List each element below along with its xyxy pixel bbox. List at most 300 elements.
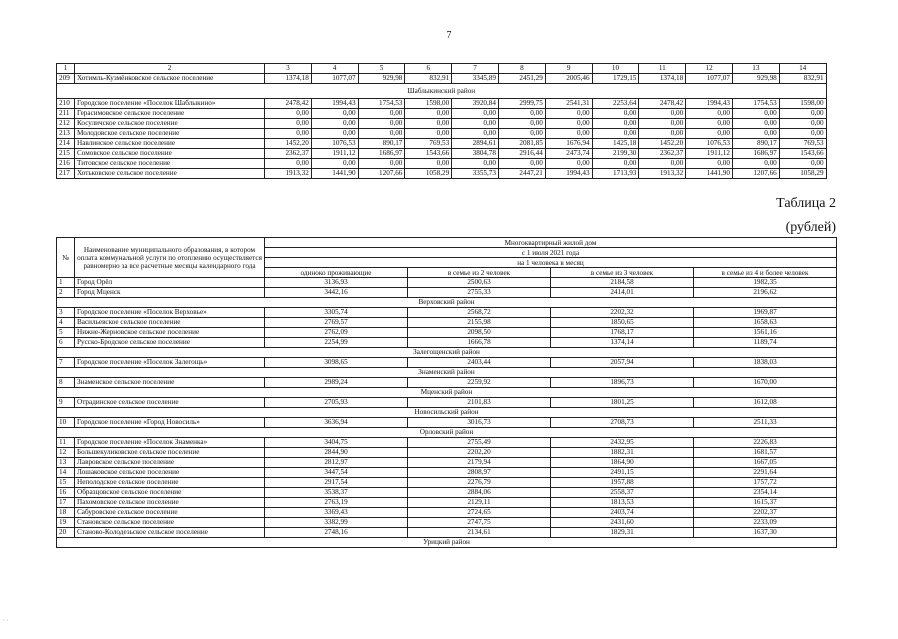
row-name: Городское поселение «Поселок Верховье» [75, 308, 265, 318]
row-value: 1666,78 [408, 338, 551, 348]
row-name: Станово-Колодезьское сельское поселение [75, 528, 265, 538]
row-value: 3804,78 [452, 149, 499, 159]
row-name: Образцовское сельское поселение [75, 488, 265, 498]
row-value: 3442,16 [265, 288, 408, 298]
table-row [57, 488, 837, 498]
row-name: Сабуровское сельское поселение [75, 508, 265, 518]
row-number: 209 [57, 74, 75, 84]
row-value: 832,91 [405, 74, 452, 84]
district-row [57, 368, 837, 378]
row-name: Городское поселение «Город Новосиль» [75, 418, 265, 428]
row-value: 0,00 [405, 119, 452, 129]
row-value: 0,00 [265, 109, 312, 119]
row-value: 0,00 [498, 159, 545, 169]
page-number: 7 [446, 30, 452, 41]
district-name: Новосильский район [57, 408, 837, 418]
row-number: 5 [57, 328, 75, 338]
row-number: 213 [57, 129, 75, 139]
table-row [57, 109, 827, 119]
row-name: Герасимовское сельское поселение [75, 109, 265, 119]
row-value: 1801,25 [551, 398, 694, 408]
column-header-basis: на 1 человека в месяц [265, 258, 837, 268]
row-name: Городское поселение «Поселок Шаблыкино» [75, 99, 265, 109]
row-value: 2254,99 [265, 338, 408, 348]
table-row [57, 328, 837, 338]
row-value: 1757,72 [694, 478, 837, 488]
column-number: 10 [592, 64, 639, 74]
row-value: 0,00 [779, 109, 826, 119]
row-value: 890,17 [358, 139, 405, 149]
row-value: 0,00 [265, 159, 312, 169]
district-row [57, 428, 837, 438]
row-name: Молодовское сельское поселение [75, 129, 265, 139]
row-value: 0,00 [686, 109, 733, 119]
row-name: Сомовское сельское поселение [75, 149, 265, 159]
row-name: Пахомовское сельское поселение [75, 498, 265, 508]
row-value: 0,00 [686, 129, 733, 139]
row-value: 3098,65 [265, 358, 408, 368]
row-value: 0,00 [358, 119, 405, 129]
row-value: 929,98 [732, 74, 779, 84]
row-value: 2057,94 [551, 358, 694, 368]
row-name: Город Мценск [75, 288, 265, 298]
column-header-building: Многоквартирный жилой дом [265, 238, 837, 248]
district-name: Мценский район [57, 388, 837, 398]
table-row [57, 448, 837, 458]
row-value: 769,53 [779, 139, 826, 149]
row-value: 1077,07 [686, 74, 733, 84]
row-name: Васильевское сельское поселение [75, 318, 265, 328]
row-value: 1754,53 [358, 99, 405, 109]
row-value: 1896,73 [551, 378, 694, 388]
district-name: Шаблыкинский район [57, 84, 827, 99]
row-value: 0,00 [358, 159, 405, 169]
row-number: 6 [57, 338, 75, 348]
row-value: 1452,20 [639, 139, 686, 149]
row-value: 1207,66 [358, 169, 405, 179]
table-row [57, 378, 837, 388]
row-value: 1543,66 [779, 149, 826, 159]
row-value: 1994,43 [311, 99, 358, 109]
row-value: 1882,31 [551, 448, 694, 458]
row-name: Городское поселение «Поселок Знаменка» [75, 438, 265, 448]
row-value: 1667,05 [694, 458, 837, 468]
row-number: 210 [57, 99, 75, 109]
row-value: 1058,29 [405, 169, 452, 179]
row-number: 3 [57, 308, 75, 318]
row-name: Хотьковское сельское поселение [75, 169, 265, 179]
column-header-period: с 1 июля 2021 года [265, 248, 837, 258]
row-number: 14 [57, 468, 75, 478]
row-value: 2129,11 [408, 498, 551, 508]
row-value: 2451,29 [498, 74, 545, 84]
row-name: Навлинское сельское поселение [75, 139, 265, 149]
table-row [57, 169, 827, 179]
row-value: 0,00 [311, 159, 358, 169]
row-value: 1850,65 [551, 318, 694, 328]
row-value: 2276,79 [408, 478, 551, 488]
column-header-family-4: в семье из 4 и более человек [694, 268, 837, 278]
row-value: 1543,66 [405, 149, 452, 159]
row-number: 19 [57, 518, 75, 528]
row-value: 3447,54 [265, 468, 408, 478]
row-value: 1911,12 [686, 149, 733, 159]
row-value: 3369,43 [265, 508, 408, 518]
row-value: 0,00 [498, 119, 545, 129]
row-value: 2500,63 [408, 278, 551, 288]
district-name: Урицкий район [57, 538, 837, 548]
row-name: Неполодское сельское поселение [75, 478, 265, 488]
district-name: Залегощенский район [57, 348, 837, 358]
tariff-table-1 [56, 63, 827, 179]
row-number: 212 [57, 119, 75, 129]
row-value: 2844,90 [265, 448, 408, 458]
row-value: 1612,08 [694, 398, 837, 408]
row-value: 1207,66 [732, 169, 779, 179]
row-value: 0,00 [779, 159, 826, 169]
table-row [57, 528, 837, 538]
row-name: Косуличское сельское поселение [75, 119, 265, 129]
row-value: 0,00 [358, 129, 405, 139]
row-value: 2202,20 [408, 448, 551, 458]
row-value: 1754,53 [732, 99, 779, 109]
row-value: 2808,97 [408, 468, 551, 478]
row-value: 3305,74 [265, 308, 408, 318]
row-value: 0,00 [311, 109, 358, 119]
row-value: 0,00 [639, 159, 686, 169]
district-row [57, 84, 827, 99]
column-number: 6 [405, 64, 452, 74]
row-name: Хотимль-Кузмёнковское сельское поселение [75, 74, 265, 84]
row-value: 3636,94 [265, 418, 408, 428]
row-value: 1681,57 [694, 448, 837, 458]
row-value: 0,00 [452, 119, 499, 129]
row-number: 11 [57, 438, 75, 448]
column-number: 11 [639, 64, 686, 74]
column-number: 9 [545, 64, 592, 74]
row-name: Знаменское сельское поселение [75, 378, 265, 388]
row-value: 0,00 [358, 109, 405, 119]
row-value: 1729,15 [592, 74, 639, 84]
row-number: 15 [57, 478, 75, 488]
row-number: 215 [57, 149, 75, 159]
row-value: 0,00 [311, 119, 358, 129]
row-value: 2253,64 [592, 99, 639, 109]
column-number: 8 [498, 64, 545, 74]
table-row [57, 398, 837, 408]
row-number: 7 [57, 358, 75, 368]
row-value: 929,98 [358, 74, 405, 84]
column-number: 4 [311, 64, 358, 74]
row-value: 2491,15 [551, 468, 694, 478]
row-number: 217 [57, 169, 75, 179]
row-value: 1077,07 [311, 74, 358, 84]
column-number: 13 [732, 64, 779, 74]
row-value: 2511,33 [694, 418, 837, 428]
row-value: 2403,44 [408, 358, 551, 368]
row-value: 1598,00 [779, 99, 826, 109]
table-row [57, 318, 837, 328]
row-value: 1969,87 [694, 308, 837, 318]
district-row [57, 298, 837, 308]
row-value: 2226,83 [694, 438, 837, 448]
row-value: 2558,37 [551, 488, 694, 498]
row-value: 0,00 [545, 109, 592, 119]
row-value: 0,00 [452, 159, 499, 169]
row-value: 2447,21 [498, 169, 545, 179]
column-header-single: одиноко проживающие [265, 268, 408, 278]
row-value: 2199,30 [592, 149, 639, 159]
table-row [57, 119, 827, 129]
row-value: 0,00 [265, 129, 312, 139]
row-value: 2098,50 [408, 328, 551, 338]
row-value: 1374,18 [639, 74, 686, 84]
row-name: Нижне-Жерновское сельское поселение [75, 328, 265, 338]
row-value: 2989,24 [265, 378, 408, 388]
row-value: 2755,33 [408, 288, 551, 298]
row-value: 0,00 [498, 129, 545, 139]
row-value: 0,00 [686, 119, 733, 129]
district-name: Знаменский район [57, 368, 837, 378]
row-value: 0,00 [452, 109, 499, 119]
row-value: 0,00 [592, 109, 639, 119]
row-value: 1686,97 [358, 149, 405, 159]
row-value: 0,00 [779, 119, 826, 129]
row-value: 0,00 [545, 129, 592, 139]
table-row [57, 478, 837, 488]
row-value: 1374,18 [265, 74, 312, 84]
row-value: 1637,30 [694, 528, 837, 538]
table-caption: Таблица 2 [776, 196, 836, 211]
row-value: 0,00 [732, 119, 779, 129]
row-value: 1911,12 [311, 149, 358, 159]
tariff-table-2 [56, 237, 837, 548]
row-value: 0,00 [592, 129, 639, 139]
row-value: 2354,14 [694, 488, 837, 498]
row-value: 3355,73 [452, 169, 499, 179]
row-value: 2233,09 [694, 518, 837, 528]
district-name: Орловский район [57, 428, 837, 438]
row-value: 2755,49 [408, 438, 551, 448]
row-value: 1829,31 [551, 528, 694, 538]
row-value: 1713,93 [592, 169, 639, 179]
column-number: 2 [75, 64, 265, 74]
table-row [57, 159, 827, 169]
row-value: 0,00 [405, 129, 452, 139]
row-name: Лошаковское сельское поселение [75, 468, 265, 478]
row-number: 18 [57, 508, 75, 518]
table-row [57, 508, 837, 518]
row-number: 12 [57, 448, 75, 458]
row-value: 0,00 [498, 109, 545, 119]
row-value: 1058,29 [779, 169, 826, 179]
row-number: 17 [57, 498, 75, 508]
row-value: 0,00 [639, 119, 686, 129]
row-value: 1452,20 [265, 139, 312, 149]
district-row [57, 408, 837, 418]
row-value: 2179,94 [408, 458, 551, 468]
row-value: 1686,97 [732, 149, 779, 159]
row-value: 3345,89 [452, 74, 499, 84]
row-value: 0,00 [732, 159, 779, 169]
row-value: 2202,32 [551, 308, 694, 318]
row-value: 0,00 [639, 109, 686, 119]
row-number: 13 [57, 458, 75, 468]
row-number: 10 [57, 418, 75, 428]
row-value: 3382,99 [265, 518, 408, 528]
row-value: 0,00 [639, 129, 686, 139]
row-value: 0,00 [592, 119, 639, 129]
table-row [57, 418, 837, 428]
row-value: 1768,17 [551, 328, 694, 338]
row-name: Русско-Бродское сельское поселение [75, 338, 265, 348]
row-value: 2894,61 [452, 139, 499, 149]
row-value: 0,00 [265, 119, 312, 129]
table-row [57, 468, 837, 478]
district-row [57, 538, 837, 548]
column-header-name: Наименование муниципального образования, в котором оплата коммунальной услуги по отоплению осуществляется равномерно за все расчетные месяцы календарного года [75, 238, 265, 278]
row-value: 1076,53 [311, 139, 358, 149]
row-value: 0,00 [592, 159, 639, 169]
margin-mark: · · [3, 618, 9, 624]
row-value: 1561,16 [694, 328, 837, 338]
row-value: 1676,94 [545, 139, 592, 149]
row-value: 0,00 [732, 129, 779, 139]
column-number: 12 [686, 64, 733, 74]
row-value: 1670,00 [694, 378, 837, 388]
table-row [57, 129, 827, 139]
row-name: Городское поселение «Поселок Залегощь» [75, 358, 265, 368]
row-value: 1189,74 [694, 338, 837, 348]
row-value: 1425,18 [592, 139, 639, 149]
table-row [57, 288, 837, 298]
table-row [57, 149, 827, 159]
row-value: 2812,97 [265, 458, 408, 468]
row-value: 2155,98 [408, 318, 551, 328]
row-value: 2362,37 [639, 149, 686, 159]
row-value: 2196,62 [694, 288, 837, 298]
row-value: 2541,31 [545, 99, 592, 109]
row-value: 2414,01 [551, 288, 694, 298]
table-row [57, 74, 827, 84]
row-number: 16 [57, 488, 75, 498]
column-number: 14 [779, 64, 826, 74]
table-row [57, 358, 837, 368]
district-row [57, 348, 837, 358]
column-header-family-2: в семье из 2 человек [408, 268, 551, 278]
row-value: 2724,65 [408, 508, 551, 518]
row-value: 2762,09 [265, 328, 408, 338]
table-row [57, 139, 827, 149]
row-value: 2432,95 [551, 438, 694, 448]
row-value: 3920,84 [452, 99, 499, 109]
row-name: Город Орёл [75, 278, 265, 288]
district-row [57, 388, 837, 398]
row-value: 3538,37 [265, 488, 408, 498]
column-header-family-3: в семье из 3 человек [551, 268, 694, 278]
row-value: 3016,73 [408, 418, 551, 428]
row-name: Большекуликовское сельское поселение [75, 448, 265, 458]
row-value: 2999,75 [498, 99, 545, 109]
row-value: 1813,53 [551, 498, 694, 508]
row-value: 2101,83 [408, 398, 551, 408]
row-value: 0,00 [311, 129, 358, 139]
table-header-row [57, 64, 827, 74]
row-number: 211 [57, 109, 75, 119]
row-value: 2478,42 [639, 99, 686, 109]
row-value: 1994,43 [686, 99, 733, 109]
row-value: 769,53 [405, 139, 452, 149]
row-value: 2134,61 [408, 528, 551, 538]
row-value: 2291,64 [694, 468, 837, 478]
row-value: 1982,35 [694, 278, 837, 288]
row-value: 0,00 [405, 109, 452, 119]
row-value: 2202,37 [694, 508, 837, 518]
row-value: 1441,90 [686, 169, 733, 179]
row-value: 2748,16 [265, 528, 408, 538]
row-value: 2478,42 [265, 99, 312, 109]
row-value: 1994,43 [545, 169, 592, 179]
row-value: 2184,58 [551, 278, 694, 288]
table-row [57, 518, 837, 528]
row-value: 2005,46 [545, 74, 592, 84]
row-value: 2769,57 [265, 318, 408, 328]
row-number: 2 [57, 288, 75, 298]
row-value: 2431,60 [551, 518, 694, 528]
column-number: 7 [452, 64, 499, 74]
row-value: 1957,88 [551, 478, 694, 488]
row-name: Лавровское сельское поселение [75, 458, 265, 468]
row-value: 1913,32 [265, 169, 312, 179]
table-row [57, 278, 837, 288]
row-value: 2705,93 [265, 398, 408, 408]
row-value: 2763,19 [265, 498, 408, 508]
row-value: 3136,93 [265, 278, 408, 288]
row-number: 9 [57, 398, 75, 408]
row-number: 4 [57, 318, 75, 328]
row-value: 1598,00 [405, 99, 452, 109]
row-value: 2884,06 [408, 488, 551, 498]
row-value: 2568,72 [408, 308, 551, 318]
column-header-number: № [57, 238, 75, 278]
row-name: Отрадинское сельское поселение [75, 398, 265, 408]
row-value: 1658,63 [694, 318, 837, 328]
row-number: 20 [57, 528, 75, 538]
row-value: 0,00 [452, 129, 499, 139]
row-number: 1 [57, 278, 75, 288]
table-row [57, 99, 827, 109]
row-value: 0,00 [545, 159, 592, 169]
row-value: 1441,90 [311, 169, 358, 179]
table-row [57, 458, 837, 468]
row-name: Титовское сельское поселение [75, 159, 265, 169]
row-value: 2403,74 [551, 508, 694, 518]
table-row [57, 308, 837, 318]
row-value: 1615,37 [694, 498, 837, 508]
row-value: 832,91 [779, 74, 826, 84]
district-name: Верховский район [57, 298, 837, 308]
row-value: 0,00 [779, 129, 826, 139]
row-number: 216 [57, 159, 75, 169]
column-number: 5 [358, 64, 405, 74]
column-number: 3 [265, 64, 312, 74]
row-value: 2259,92 [408, 378, 551, 388]
row-value: 1913,32 [639, 169, 686, 179]
row-value: 0,00 [405, 159, 452, 169]
row-value: 2473,74 [545, 149, 592, 159]
row-value: 1838,03 [694, 358, 837, 368]
row-value: 0,00 [686, 159, 733, 169]
